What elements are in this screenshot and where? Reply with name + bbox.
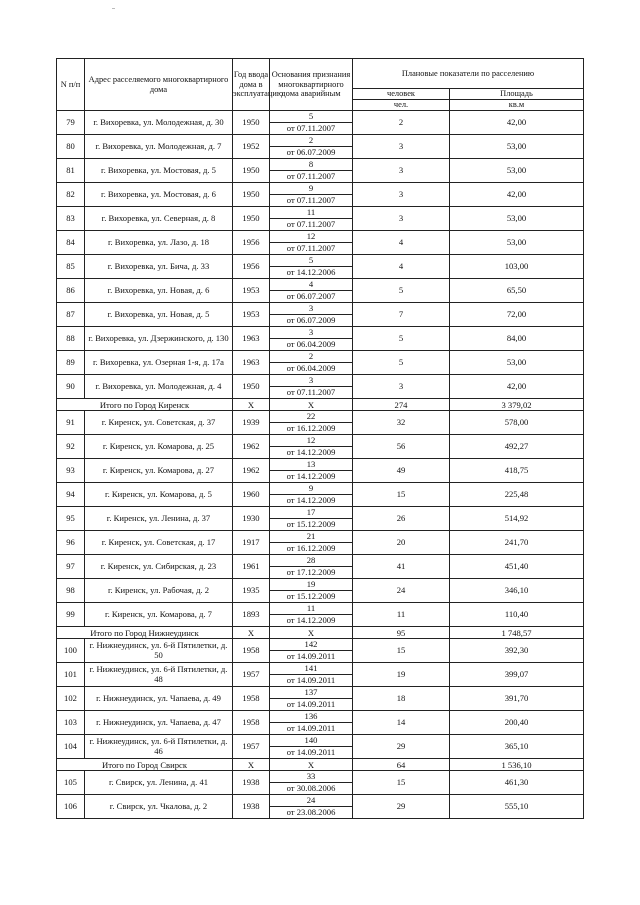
row-area: 399,07 bbox=[450, 663, 584, 687]
row-number: 97 bbox=[57, 555, 85, 579]
row-address: г. Вихоревка, ул. Мостовая, д. 6 bbox=[85, 183, 233, 207]
row-basis bbox=[270, 555, 353, 579]
basis-doc-number: 9 bbox=[270, 183, 352, 195]
row-basis bbox=[270, 579, 353, 603]
row-year: 1893 bbox=[233, 603, 270, 627]
row-basis bbox=[270, 303, 353, 327]
table-row bbox=[57, 711, 584, 735]
row-number: 83 bbox=[57, 207, 85, 231]
row-people: 29 bbox=[353, 795, 450, 819]
row-basis bbox=[270, 351, 353, 375]
basis-doc-date: от 14.12.2009 bbox=[286, 447, 336, 457]
basis-doc-number: 11 bbox=[270, 603, 352, 615]
row-number: 94 bbox=[57, 483, 85, 507]
row-area: 365,10 bbox=[450, 735, 584, 759]
row-address: г. Киренск, ул. Ленина, д. 37 bbox=[85, 507, 233, 531]
total-year: X bbox=[233, 399, 270, 411]
total-area: 3 379,02 bbox=[450, 399, 584, 411]
row-number: 104 bbox=[57, 735, 85, 759]
basis-doc-number: 3 bbox=[270, 303, 352, 315]
row-people: 15 bbox=[353, 771, 450, 795]
table-row bbox=[57, 603, 584, 627]
basis-doc-date: от 14.09.2011 bbox=[286, 675, 336, 685]
row-basis bbox=[270, 279, 353, 303]
basis-doc-number: 11 bbox=[270, 207, 352, 219]
basis-doc-date: от 07.11.2007 bbox=[286, 123, 336, 133]
row-year: 1939 bbox=[233, 411, 270, 435]
row-basis bbox=[270, 459, 353, 483]
basis-doc-date: от 06.04.2009 bbox=[286, 363, 336, 373]
row-number: 101 bbox=[57, 663, 85, 687]
basis-doc-date: от 06.04.2009 bbox=[286, 339, 336, 349]
row-address: г. Вихоревка, ул. Бича, д. 33 bbox=[85, 255, 233, 279]
row-basis bbox=[270, 327, 353, 351]
basis-doc-date: от 15.12.2009 bbox=[286, 591, 336, 601]
row-people: 4 bbox=[353, 255, 450, 279]
basis-doc-date: от 06.07.2009 bbox=[286, 147, 336, 157]
document-page bbox=[56, 58, 583, 819]
basis-doc-number: 3 bbox=[270, 327, 352, 339]
row-address: г. Свирск, ул. Ленина, д. 41 bbox=[85, 771, 233, 795]
row-year: 1963 bbox=[233, 351, 270, 375]
row-area: 53,00 bbox=[450, 231, 584, 255]
row-number: 80 bbox=[57, 135, 85, 159]
row-address: г. Киренск, ул. Комарова, д. 27 bbox=[85, 459, 233, 483]
row-number: 81 bbox=[57, 159, 85, 183]
row-address: г. Нижнеудинск, ул. Чапаева, д. 49 bbox=[85, 687, 233, 711]
table-row bbox=[57, 183, 584, 207]
table-row bbox=[57, 231, 584, 255]
row-number: 96 bbox=[57, 531, 85, 555]
row-address: г. Вихоревка, ул. Северная, д. 8 bbox=[85, 207, 233, 231]
table-row bbox=[57, 795, 584, 819]
row-basis bbox=[270, 183, 353, 207]
row-year: 1935 bbox=[233, 579, 270, 603]
row-number: 106 bbox=[57, 795, 85, 819]
header-people: человек bbox=[353, 89, 450, 100]
basis-doc-number: 19 bbox=[270, 579, 352, 591]
table-row bbox=[57, 483, 584, 507]
row-address: г. Вихоревка, ул. Дзержинского, д. 130 bbox=[85, 327, 233, 351]
basis-doc-date: от 30.08.2006 bbox=[286, 783, 336, 793]
basis-doc-number: 4 bbox=[270, 279, 352, 291]
row-people: 15 bbox=[353, 639, 450, 663]
basis-doc-date: от 14.09.2011 bbox=[286, 651, 336, 661]
row-area: 514,92 bbox=[450, 507, 584, 531]
row-area: 84,00 bbox=[450, 327, 584, 351]
row-address: г. Нижнеудинск, ул. 6-й Пятилетки, д. 46 bbox=[85, 735, 233, 759]
row-address: г. Киренск, ул. Советская, д. 17 bbox=[85, 531, 233, 555]
row-basis bbox=[270, 231, 353, 255]
row-area: 492,27 bbox=[450, 435, 584, 459]
row-area: 555,10 bbox=[450, 795, 584, 819]
row-people: 19 bbox=[353, 663, 450, 687]
row-year: 1957 bbox=[233, 735, 270, 759]
row-number: 91 bbox=[57, 411, 85, 435]
row-number: 88 bbox=[57, 327, 85, 351]
row-area: 42,00 bbox=[450, 183, 584, 207]
row-area: 241,70 bbox=[450, 531, 584, 555]
table-row bbox=[57, 279, 584, 303]
table-row bbox=[57, 255, 584, 279]
table-row bbox=[57, 771, 584, 795]
row-number: 99 bbox=[57, 603, 85, 627]
row-address: г. Вихоревка, ул. Новая, д. 6 bbox=[85, 279, 233, 303]
basis-doc-number: 17 bbox=[270, 507, 352, 519]
row-address: г. Нижнеудинск, ул. Чапаева, д. 47 bbox=[85, 711, 233, 735]
row-address: г. Киренск, ул. Рабочая, д. 2 bbox=[85, 579, 233, 603]
row-area: 103,00 bbox=[450, 255, 584, 279]
row-address: г. Киренск, ул. Комарова, д. 7 bbox=[85, 603, 233, 627]
basis-doc-number: 12 bbox=[270, 231, 352, 243]
table-row bbox=[57, 303, 584, 327]
row-year: 1938 bbox=[233, 771, 270, 795]
row-people: 49 bbox=[353, 459, 450, 483]
table-row bbox=[57, 459, 584, 483]
row-basis bbox=[270, 639, 353, 663]
basis-doc-date: от 16.12.2009 bbox=[286, 543, 336, 553]
row-area: 391,70 bbox=[450, 687, 584, 711]
row-basis bbox=[270, 711, 353, 735]
basis-doc-number: 137 bbox=[270, 687, 352, 699]
basis-doc-date: от 07.11.2007 bbox=[286, 195, 336, 205]
row-people: 32 bbox=[353, 411, 450, 435]
row-address: г. Киренск, ул. Комарова, д. 5 bbox=[85, 483, 233, 507]
row-basis bbox=[270, 795, 353, 819]
row-year: 1960 bbox=[233, 483, 270, 507]
table-row bbox=[57, 351, 584, 375]
row-area: 392,30 bbox=[450, 639, 584, 663]
row-area: 200,40 bbox=[450, 711, 584, 735]
row-basis bbox=[270, 507, 353, 531]
row-area: 451,40 bbox=[450, 555, 584, 579]
row-area: 346,10 bbox=[450, 579, 584, 603]
scan-mark bbox=[112, 8, 115, 9]
row-basis bbox=[270, 603, 353, 627]
row-people: 56 bbox=[353, 435, 450, 459]
total-row bbox=[57, 627, 584, 639]
row-year: 1930 bbox=[233, 507, 270, 531]
row-area: 72,00 bbox=[450, 303, 584, 327]
basis-doc-number: 28 bbox=[270, 555, 352, 567]
total-area: 1 748,57 bbox=[450, 627, 584, 639]
basis-doc-number: 141 bbox=[270, 663, 352, 675]
row-year: 1958 bbox=[233, 639, 270, 663]
row-area: 53,00 bbox=[450, 351, 584, 375]
row-year: 1952 bbox=[233, 135, 270, 159]
basis-doc-number: 21 bbox=[270, 531, 352, 543]
row-address: г. Вихоревка, ул. Лазо, д. 18 bbox=[85, 231, 233, 255]
basis-doc-date: от 07.11.2007 bbox=[286, 219, 336, 229]
table-row bbox=[57, 687, 584, 711]
header-people-unit: чел. bbox=[353, 100, 450, 111]
row-number: 85 bbox=[57, 255, 85, 279]
row-basis bbox=[270, 411, 353, 435]
row-number: 100 bbox=[57, 639, 85, 663]
total-row bbox=[57, 759, 584, 771]
row-people: 24 bbox=[353, 579, 450, 603]
row-address: г. Киренск, ул. Советская, д. 37 bbox=[85, 411, 233, 435]
row-basis bbox=[270, 483, 353, 507]
header-address: Адрес расселяемого многоквартирного дома bbox=[85, 59, 233, 111]
row-year: 1953 bbox=[233, 279, 270, 303]
row-year: 1950 bbox=[233, 183, 270, 207]
row-basis bbox=[270, 207, 353, 231]
row-people: 14 bbox=[353, 711, 450, 735]
total-people: 274 bbox=[353, 399, 450, 411]
row-people: 5 bbox=[353, 279, 450, 303]
basis-doc-number: 5 bbox=[270, 111, 352, 123]
row-address: г. Вихоревка, ул. Новая, д. 5 bbox=[85, 303, 233, 327]
basis-doc-date: от 06.07.2009 bbox=[286, 315, 336, 325]
total-basis: X bbox=[270, 399, 353, 411]
table-row bbox=[57, 435, 584, 459]
row-number: 93 bbox=[57, 459, 85, 483]
total-area: 1 536,10 bbox=[450, 759, 584, 771]
table-body bbox=[57, 111, 584, 819]
total-year: X bbox=[233, 759, 270, 771]
total-label: Итого по Город Киренск bbox=[57, 399, 233, 411]
row-year: 1956 bbox=[233, 255, 270, 279]
row-address: г. Вихоревка, ул. Озерная 1-я, д. 17а bbox=[85, 351, 233, 375]
basis-doc-number: 136 bbox=[270, 711, 352, 723]
row-area: 110,40 bbox=[450, 603, 584, 627]
row-year: 1938 bbox=[233, 795, 270, 819]
total-label: Итого по Город Свирск bbox=[57, 759, 233, 771]
row-basis bbox=[270, 771, 353, 795]
row-area: 461,30 bbox=[450, 771, 584, 795]
header-area-unit: кв.м bbox=[450, 100, 584, 111]
basis-doc-date: от 07.11.2007 bbox=[286, 243, 336, 253]
row-year: 1917 bbox=[233, 531, 270, 555]
basis-doc-date: от 07.11.2007 bbox=[286, 171, 336, 181]
row-number: 79 bbox=[57, 111, 85, 135]
row-area: 53,00 bbox=[450, 135, 584, 159]
basis-doc-date: от 14.12.2009 bbox=[286, 495, 336, 505]
row-people: 4 bbox=[353, 231, 450, 255]
table-row bbox=[57, 375, 584, 399]
row-number: 105 bbox=[57, 771, 85, 795]
basis-doc-date: от 23.08.2006 bbox=[286, 807, 336, 817]
row-address: г. Нижнеудинск, ул. 6-й Пятилетки, д. 50 bbox=[85, 639, 233, 663]
row-number: 82 bbox=[57, 183, 85, 207]
row-people: 41 bbox=[353, 555, 450, 579]
row-basis bbox=[270, 435, 353, 459]
row-area: 578,00 bbox=[450, 411, 584, 435]
row-number: 89 bbox=[57, 351, 85, 375]
basis-doc-date: от 14.09.2011 bbox=[286, 699, 336, 709]
total-basis: X bbox=[270, 627, 353, 639]
row-number: 86 bbox=[57, 279, 85, 303]
row-year: 1958 bbox=[233, 687, 270, 711]
resettlement-table bbox=[56, 58, 584, 819]
basis-doc-date: от 14.12.2009 bbox=[286, 615, 336, 625]
row-address: г. Свирск, ул. Чкалова, д. 2 bbox=[85, 795, 233, 819]
header-plan: Плановые показатели по расселению bbox=[353, 59, 584, 89]
row-address: г. Нижнеудинск, ул. 6-й Пятилетки, д. 48 bbox=[85, 663, 233, 687]
basis-doc-number: 8 bbox=[270, 159, 352, 171]
row-number: 87 bbox=[57, 303, 85, 327]
basis-doc-number: 2 bbox=[270, 135, 352, 147]
row-people: 5 bbox=[353, 351, 450, 375]
basis-doc-number: 2 bbox=[270, 351, 352, 363]
row-address: г. Вихоревка, ул. Молодежная, д. 30 bbox=[85, 111, 233, 135]
row-number: 95 bbox=[57, 507, 85, 531]
row-year: 1958 bbox=[233, 711, 270, 735]
row-number: 84 bbox=[57, 231, 85, 255]
basis-doc-number: 13 bbox=[270, 459, 352, 471]
table-row bbox=[57, 555, 584, 579]
row-basis bbox=[270, 159, 353, 183]
row-people: 2 bbox=[353, 111, 450, 135]
row-area: 65,50 bbox=[450, 279, 584, 303]
row-address: г. Вихоревка, ул. Молодежная, д. 7 bbox=[85, 135, 233, 159]
row-year: 1962 bbox=[233, 459, 270, 483]
row-people: 26 bbox=[353, 507, 450, 531]
row-area: 225,48 bbox=[450, 483, 584, 507]
basis-doc-date: от 14.12.2006 bbox=[286, 267, 336, 277]
basis-doc-number: 140 bbox=[270, 735, 352, 747]
basis-doc-number: 33 bbox=[270, 771, 352, 783]
basis-doc-number: 9 bbox=[270, 483, 352, 495]
basis-doc-number: 12 bbox=[270, 435, 352, 447]
basis-doc-number: 3 bbox=[270, 375, 352, 387]
row-basis bbox=[270, 663, 353, 687]
header-year: Год ввода дома в эксплуатацию bbox=[233, 59, 270, 111]
row-people: 5 bbox=[353, 327, 450, 351]
total-basis: X bbox=[270, 759, 353, 771]
basis-doc-date: от 14.09.2011 bbox=[286, 747, 336, 757]
row-number: 103 bbox=[57, 711, 85, 735]
table-row bbox=[57, 111, 584, 135]
row-number: 102 bbox=[57, 687, 85, 711]
table-row bbox=[57, 507, 584, 531]
table-row bbox=[57, 579, 584, 603]
header-area: Площадь bbox=[450, 89, 584, 100]
row-basis bbox=[270, 375, 353, 399]
row-year: 1953 bbox=[233, 303, 270, 327]
basis-doc-date: от 07.11.2007 bbox=[286, 387, 336, 397]
row-basis bbox=[270, 135, 353, 159]
row-area: 42,00 bbox=[450, 111, 584, 135]
row-year: 1956 bbox=[233, 231, 270, 255]
row-people: 3 bbox=[353, 207, 450, 231]
row-year: 1950 bbox=[233, 375, 270, 399]
row-address: г. Вихоревка, ул. Молодежная, д. 4 bbox=[85, 375, 233, 399]
table-row bbox=[57, 159, 584, 183]
row-people: 20 bbox=[353, 531, 450, 555]
basis-doc-date: от 17.12.2009 bbox=[286, 567, 336, 577]
basis-doc-number: 142 bbox=[270, 639, 352, 651]
table-row bbox=[57, 663, 584, 687]
row-people: 29 bbox=[353, 735, 450, 759]
row-number: 90 bbox=[57, 375, 85, 399]
header-basis: Основания признания многоквартирного дома аварийным bbox=[270, 59, 353, 111]
row-number: 92 bbox=[57, 435, 85, 459]
row-basis bbox=[270, 687, 353, 711]
row-people: 18 bbox=[353, 687, 450, 711]
basis-doc-number: 5 bbox=[270, 255, 352, 267]
row-year: 1950 bbox=[233, 159, 270, 183]
row-basis bbox=[270, 111, 353, 135]
basis-doc-number: 22 bbox=[270, 411, 352, 423]
total-year: X bbox=[233, 627, 270, 639]
total-people: 64 bbox=[353, 759, 450, 771]
row-people: 3 bbox=[353, 375, 450, 399]
row-area: 418,75 bbox=[450, 459, 584, 483]
row-people: 3 bbox=[353, 183, 450, 207]
row-address: г. Киренск, ул. Сибирская, д. 23 bbox=[85, 555, 233, 579]
basis-doc-number: 24 bbox=[270, 795, 352, 807]
table-row bbox=[57, 531, 584, 555]
basis-doc-date: от 06.07.2007 bbox=[286, 291, 336, 301]
row-year: 1962 bbox=[233, 435, 270, 459]
table-row bbox=[57, 207, 584, 231]
basis-doc-date: от 14.12.2009 bbox=[286, 471, 336, 481]
row-people: 7 bbox=[353, 303, 450, 327]
basis-doc-date: от 14.09.2011 bbox=[286, 723, 336, 733]
row-area: 42,00 bbox=[450, 375, 584, 399]
total-row bbox=[57, 399, 584, 411]
row-year: 1957 bbox=[233, 663, 270, 687]
total-label: Итого по Город Нижнеудинск bbox=[57, 627, 233, 639]
table-row bbox=[57, 639, 584, 663]
row-people: 3 bbox=[353, 135, 450, 159]
row-people: 3 bbox=[353, 159, 450, 183]
row-year: 1950 bbox=[233, 111, 270, 135]
row-year: 1963 bbox=[233, 327, 270, 351]
total-people: 95 bbox=[353, 627, 450, 639]
row-basis bbox=[270, 531, 353, 555]
row-basis bbox=[270, 735, 353, 759]
row-area: 53,00 bbox=[450, 159, 584, 183]
table-row bbox=[57, 135, 584, 159]
row-address: г. Киренск, ул. Комарова, д. 25 bbox=[85, 435, 233, 459]
row-area: 53,00 bbox=[450, 207, 584, 231]
row-year: 1961 bbox=[233, 555, 270, 579]
table-row bbox=[57, 411, 584, 435]
table-row bbox=[57, 735, 584, 759]
table-row bbox=[57, 327, 584, 351]
row-year: 1950 bbox=[233, 207, 270, 231]
basis-doc-date: от 15.12.2009 bbox=[286, 519, 336, 529]
row-people: 11 bbox=[353, 603, 450, 627]
row-people: 15 bbox=[353, 483, 450, 507]
row-address: г. Вихоревка, ул. Мостовая, д. 5 bbox=[85, 159, 233, 183]
basis-doc-date: от 16.12.2009 bbox=[286, 423, 336, 433]
header-num: N п/п bbox=[57, 59, 85, 111]
row-number: 98 bbox=[57, 579, 85, 603]
row-basis bbox=[270, 255, 353, 279]
